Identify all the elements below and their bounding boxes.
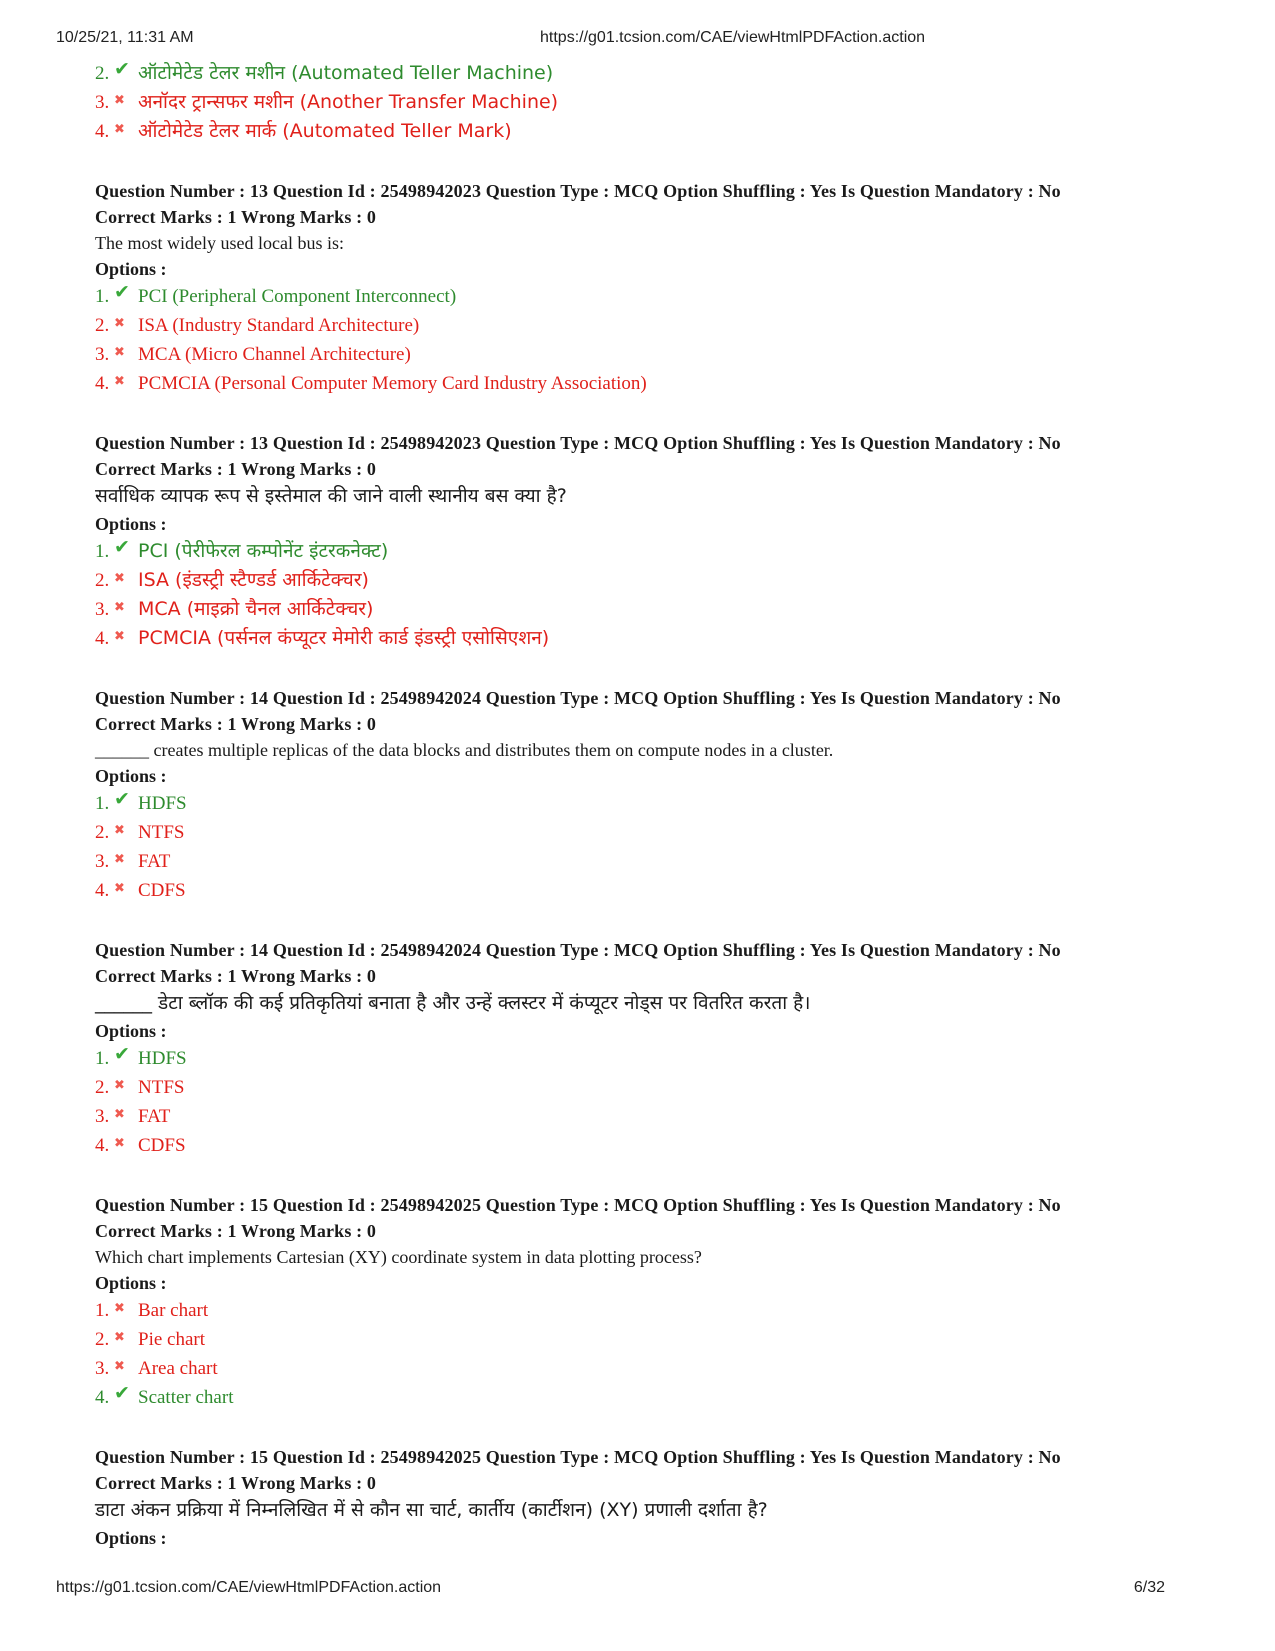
option-number: 2. [95,63,110,84]
question-marks: Correct Marks : 1 Wrong Marks : 0 [95,966,377,986]
option-number: 1. [95,1048,110,1069]
question-text: डाटा अंकन प्रक्रिया में निम्नलिखित में से कौन सा चार्ट, कार्तीय (कार्टीशन) (XY) प्रणाली दर्शाता है? [95,1499,768,1521]
check-icon: ✔ [114,1382,130,1404]
option-item [95,1325,1215,1354]
option-number: 4. [95,373,110,394]
question-header: Question Number : 15 Question Id : 25498942025 Question Type : MCQ Option Shuffling : Yes Is Question Mandatory : No [95,1447,1061,1467]
page-number: 6/32 [1133,1579,1165,1596]
option-number: 1. [95,1300,110,1321]
option-text: अनॉदर ट्रान्सफर मशीन (Another Transfer Machine) [138,91,559,113]
question-block [95,685,1215,905]
option-number: 3. [95,92,110,113]
check-icon: ✔ [114,788,130,810]
option-number: 2. [95,315,110,336]
question-list [95,178,1215,1551]
option-item [95,340,1215,369]
option-item [95,537,1215,566]
check-icon: ✔ [114,536,130,558]
option-text: NTFS [138,822,185,843]
cross-icon: ✖ [114,93,125,108]
option-text: PCI (Peripheral Component Interconnect) [138,286,457,307]
option-number: 2. [95,1077,110,1098]
options-label: Options : [95,259,167,279]
options-label: Options : [95,766,167,786]
question-paper-content [95,59,1215,1551]
question-marks: Correct Marks : 1 Wrong Marks : 0 [95,714,377,734]
option-text: Scatter chart [138,1387,234,1408]
option-item [95,847,1215,876]
cross-icon: ✖ [114,1359,125,1374]
option-number: 3. [95,1358,110,1379]
option-number: 4. [95,1387,110,1408]
question-block [95,1192,1215,1412]
option-item [95,789,1215,818]
options-label: Options : [95,514,167,534]
option-text: Bar chart [138,1300,209,1321]
option-number: 4. [95,880,110,901]
option-item [95,624,1215,653]
option-number: 3. [95,344,110,365]
check-icon: ✔ [114,281,130,303]
question-marks: Correct Marks : 1 Wrong Marks : 0 [95,1473,377,1493]
cross-icon: ✖ [114,881,125,896]
cross-icon: ✖ [114,1078,125,1093]
option-text: CDFS [138,880,186,901]
option-text: PCI (पेरीफेरल कम्पोनेंट इंटरकनेक्ट) [138,540,389,562]
cross-icon: ✖ [114,122,125,137]
option-text: FAT [138,851,171,872]
options-label: Options : [95,1528,167,1548]
question-header: Question Number : 14 Question Id : 25498942024 Question Type : MCQ Option Shuffling : Yes Is Question Mandatory : No [95,940,1061,960]
cross-icon: ✖ [114,374,125,389]
option-number: 1. [95,541,110,562]
cross-icon: ✖ [114,571,125,586]
question-header: Question Number : 14 Question Id : 25498942024 Question Type : MCQ Option Shuffling : Yes Is Question Mandatory : No [95,688,1061,708]
cross-icon: ✖ [114,1136,125,1151]
question-text: Which chart implements Cartesian (XY) coordinate system in data plotting process? [95,1247,702,1267]
options-label: Options : [95,1273,167,1293]
question-text: सर्वाधिक व्यापक रूप से इस्तेमाल की जाने वाली स्थानीय बस क्या है? [95,485,567,507]
carryover-options [95,59,1215,146]
option-item [95,1354,1215,1383]
option-number: 4. [95,121,110,142]
cross-icon: ✖ [114,1301,125,1316]
option-number: 1. [95,793,110,814]
option-text: Area chart [138,1358,218,1379]
option-number: 2. [95,570,110,591]
option-number: 4. [95,628,110,649]
cross-icon: ✖ [114,823,125,838]
option-text: PCMCIA (Personal Computer Memory Card Industry Association) [138,373,647,394]
question-marks: Correct Marks : 1 Wrong Marks : 0 [95,459,377,479]
option-number: 1. [95,286,110,307]
option-item [95,566,1215,595]
question-block [95,1444,1215,1551]
option-text: PCMCIA (पर्सनल कंप्यूटर मेमोरी कार्ड इंडस्ट्री एसोसिएशन) [138,627,550,649]
option-number: 2. [95,822,110,843]
cross-icon: ✖ [114,345,125,360]
option-item [95,818,1215,847]
option-text: MCA (Micro Channel Architecture) [138,344,411,365]
option-text: HDFS [138,1048,187,1069]
option-text: ISA (Industry Standard Architecture) [138,315,420,336]
cross-icon: ✖ [114,852,125,867]
option-item [95,1102,1215,1131]
option-number: 2. [95,1329,110,1350]
option-number: 3. [95,599,110,620]
question-text: ______ creates multiple replicas of the data blocks and distributes them on compute nodes in a cluster. [95,740,834,760]
option-text: ISA (इंडस्ट्री स्टैण्डर्ड आर्किटेक्चर) [138,569,369,591]
question-block [95,178,1215,398]
question-block [95,430,1215,653]
question-marks: Correct Marks : 1 Wrong Marks : 0 [95,1221,377,1241]
option-item [95,311,1215,340]
option-item [95,282,1215,311]
option-item [95,595,1215,624]
question-text: ______ डेटा ब्लॉक की कई प्रतिकृतियां बनाता है और उन्हें क्लस्टर में कंप्यूटर नोड्स पर वितरित करता है। [95,992,811,1014]
option-number: 4. [95,1135,110,1156]
option-text: ऑटोमेटेड टेलर मशीन (Automated Teller Machine) [138,62,554,84]
option-text: Pie chart [138,1329,206,1350]
question-marks: Correct Marks : 1 Wrong Marks : 0 [95,207,377,227]
option-item [95,1296,1215,1325]
option-text: MCA (माइक्रो चैनल आर्किटेक्चर) [138,598,374,620]
print-footer-url: https://g01.tcsion.com/CAE/viewHtmlPDFAction.action [56,1579,442,1596]
cross-icon: ✖ [114,1330,125,1345]
option-item [95,369,1215,398]
question-text: The most widely used local bus is: [95,233,344,253]
option-text: NTFS [138,1077,185,1098]
option-item [95,88,1215,117]
option-item [95,876,1215,905]
option-item [95,59,1215,88]
option-number: 3. [95,851,110,872]
option-text: CDFS [138,1135,186,1156]
option-item [95,117,1215,146]
option-item [95,1044,1215,1073]
print-header-url: https://g01.tcsion.com/CAE/viewHtmlPDFAction.action [540,29,926,46]
check-icon: ✔ [114,58,130,80]
option-item [95,1383,1215,1412]
question-header: Question Number : 13 Question Id : 25498942023 Question Type : MCQ Option Shuffling : Yes Is Question Mandatory : No [95,433,1061,453]
option-number: 3. [95,1106,110,1127]
question-header: Question Number : 15 Question Id : 25498942025 Question Type : MCQ Option Shuffling : Yes Is Question Mandatory : No [95,1195,1061,1215]
question-header: Question Number : 13 Question Id : 25498942023 Question Type : MCQ Option Shuffling : Yes Is Question Mandatory : No [95,181,1061,201]
cross-icon: ✖ [114,1107,125,1122]
check-icon: ✔ [114,1043,130,1065]
option-item [95,1131,1215,1160]
option-item [95,1073,1215,1102]
options-label: Options : [95,1021,167,1041]
question-block [95,937,1215,1160]
option-text: ऑटोमेटेड टेलर मार्क (Automated Teller Mark) [138,120,512,142]
print-datetime: 10/25/21, 11:31 AM [56,29,194,46]
cross-icon: ✖ [114,316,125,331]
option-text: FAT [138,1106,171,1127]
option-text: HDFS [138,793,187,814]
cross-icon: ✖ [114,629,125,644]
cross-icon: ✖ [114,600,125,615]
